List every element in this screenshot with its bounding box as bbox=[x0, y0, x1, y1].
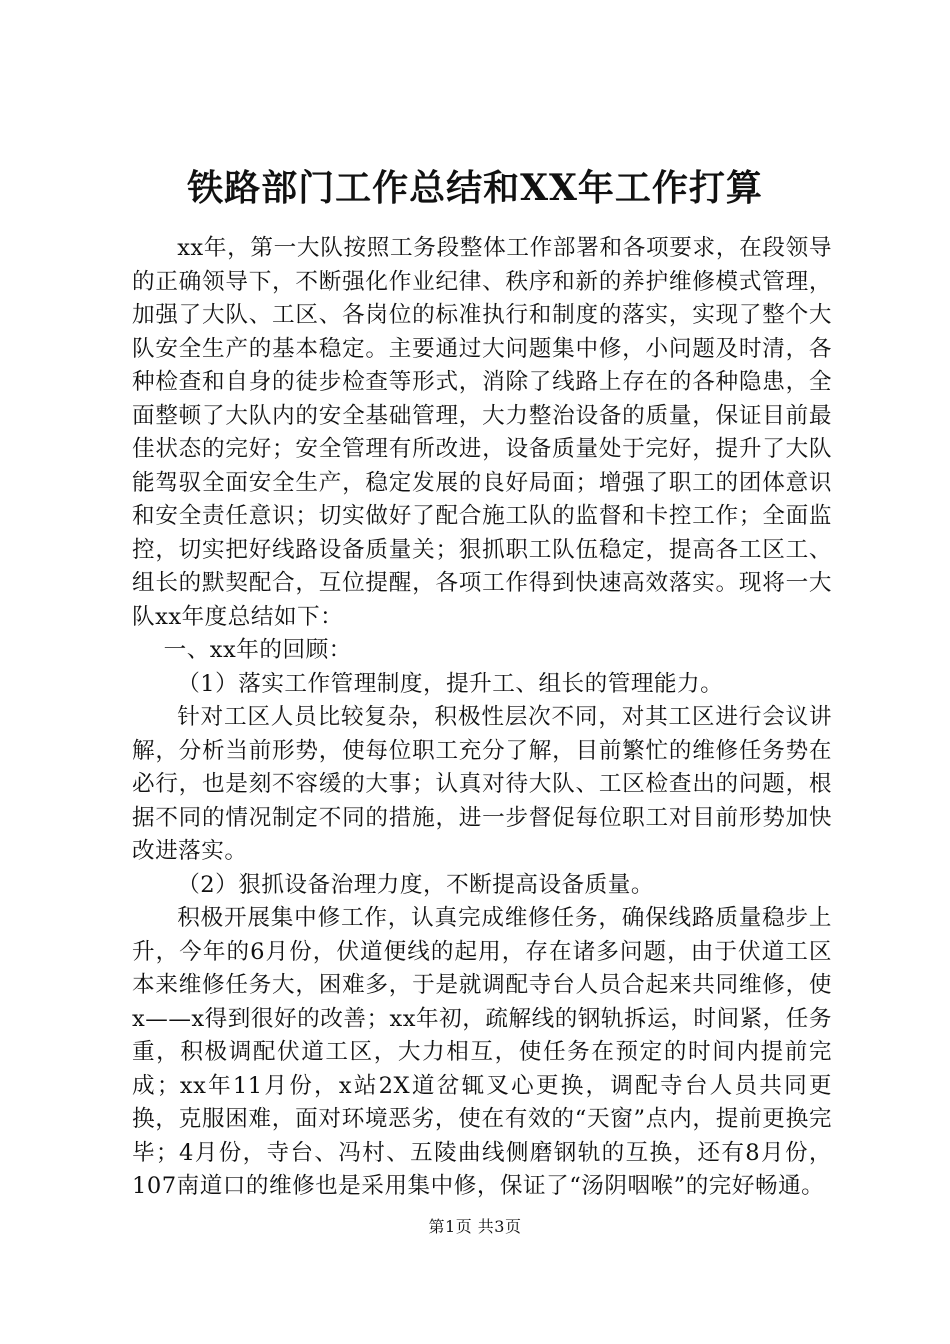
subsection-heading-1: （1）落实工作管理制度，提升工、组长的管理能力。 bbox=[177, 670, 724, 697]
section-heading-review: 一、xx年的回顾： bbox=[163, 637, 352, 663]
document-title: 铁路部门工作总结和XX年工作打算 bbox=[187, 167, 763, 209]
subsection-heading-2: （2）狠抓设备治理力度，不断提高设备质量。 bbox=[177, 871, 654, 898]
page-footer: 第1页 共3页 bbox=[428, 1217, 522, 1236]
subsection-paragraph-1: 针对工区人员比较复杂，积极性层次不同，对其工区进行会议讲解，分析当前形势，使每位职工充分了解，目前繁忙的维修任务势在必行，也是刻不容缓的大事；认真对待大队、工区检查出的问题，根据不同的情况制定不同的措施，进一步督促每位职工对目前形势加快改进落实。 bbox=[132, 704, 832, 864]
subsection-paragraph-2: 积极开展集中修工作，认真完成维修任务，确保线路质量稳步上升，今年的6月份，伏道便线的起用，存在诸多问题，由于伏道工区本来维修任务大，困难多，于是就调配寺台人员合起来共同维修，使x——x得到很好的改善；xx年初，疏解线的钢轨拆运，时间紧，任务重，积极调配伏道工区，大力相互，使任务在预定的时间内提前完成；xx年11月份，x站2X道岔辄叉心更换，调配寺台人员共同更换，克服困难，面对环境恶劣，使在有效的“天窗”点内，提前更换完毕；4月份，寺台、冯村、五陵曲线侧磨钢轨的互换，还有8月份，107南道口的维修也是采用集中修，保证了“汤阴咽喉”的完好畅通。 bbox=[132, 905, 832, 1199]
document-body bbox=[132, 232, 832, 1204]
intro-paragraph: xx年，第一大队按照工务段整体工作部署和各项要求，在段领导的正确领导下，不断强化作业纪律、秩序和新的养护维修模式管理，加强了大队、工区、各岗位的标准执行和制度的落实，实现了整个大队安全生产的基本稳定。主要通过大问题集中修，小问题及时清，各种检查和自身的徒步检查等形式，消除了线路上存在的各种隐患，全面整顿了大队内的安全基础管理，大力整治设备的质量，保证目前最佳状态的完好；安全管理有所改进，设备质量处于完好，提升了大队能驾驭全面安全生产，稳定发展的良好局面；增强了职工的团体意识和安全责任意识；切实做好了配合施工队的监督和卡控工作；全面监控，切实把好线路设备质量关；狠抓职工队伍稳定，提高各工区工、组长的默契配合，互位提醒，各项工作得到快速高效落实。现将一大队xx年度总结如下： bbox=[132, 235, 832, 630]
